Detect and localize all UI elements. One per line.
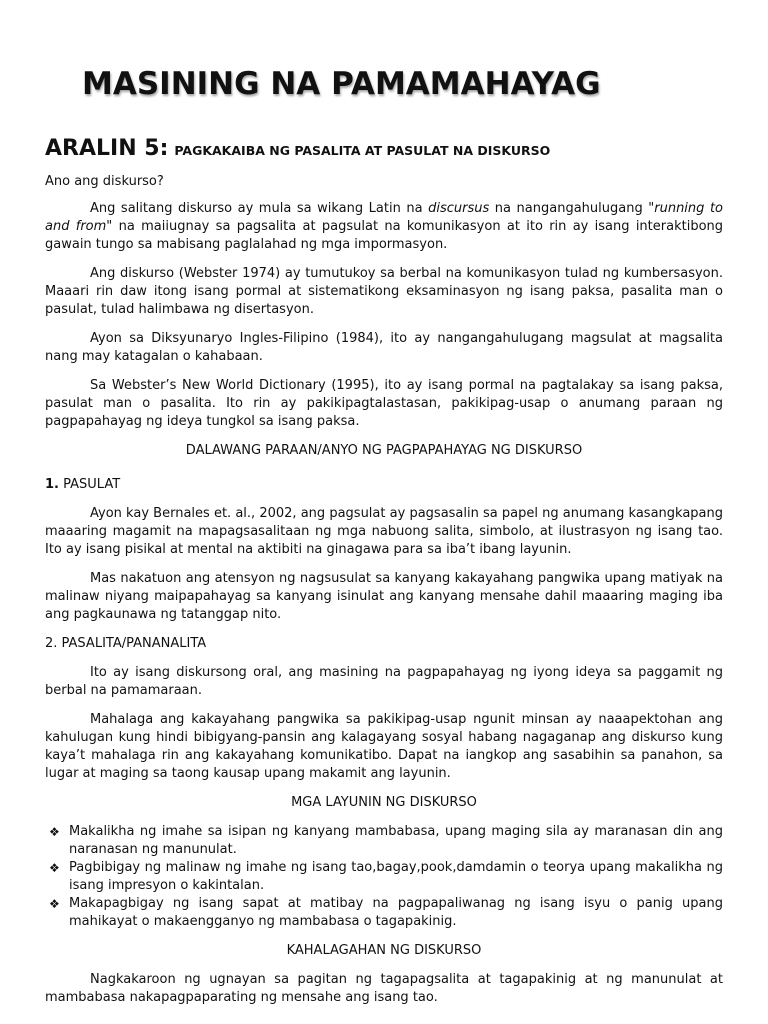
list-item-text: Makalikha ng imahe sa isipan ng kanyang mambabasa, upang maging sila ay maranasan din ang naranasan ng manunulat. [69,824,723,857]
list-item [45,859,723,895]
paragraph-webster-1995: Sa Webster’s New World Dictionary (1995), ito ay isang pormal na pagtalakay sa isang paksa, pasulat man o pasalita. Ito rin ay pakikipagtalastasan, pakikipag-usap o anumang paraan ng pagpapahayag ng ideya tungkol sa isang paksa. [45,378,723,429]
section-heading-paraan: DALAWANG PARAAN/ANYO NG PAGPAPAHAYAG NG DISKURSO [185,443,583,458]
section-heading-layunin: MGA LAYUNIN NG DISKURSO [291,795,477,810]
list-item-text: Pagbibigay ng malinaw ng imahe ng isang tao,bagay,pook,damdamin o teorya upang makalikha ng isang impresyon o kakintalan. [69,860,723,893]
diamond-bullet-icon: ❖ [49,861,60,875]
lesson-heading [45,134,550,167]
item-pasulat-label: PASULAT [58,477,121,492]
item-pasulat-number: 1. [45,477,59,492]
paragraph-oral: Ito ay isang diskursong oral, ang masining na pagpapahayag ng iyong ideya sa paggamit ng berbal na pamamaraan. [45,665,723,698]
item-pasulat-heading [45,476,723,494]
paragraph-bernales: Ayon kay Bernales et. al., 2002, ang pagsulat ay pagsasalin sa papel ng anumang kasangkapang maaaring magamit na mapagsasalitaan ng mga nabuong salita, simbolo, at ilustrasyon ng isang tao. Ito ay isang pisikal at mental na aktibiti na ginagawa para sa iba’t ibang layunin. [45,506,723,557]
lesson-number: ARALIN 5: [45,136,169,161]
list-item-text: Makapagbigay ng isang sapat at matibay na pagpapaliwanag ng isang isyu o panig upang mahikayat o makaengganyo ng mambabasa o tagapakinig. [69,896,723,929]
section-heading-kahalagahan: KAHALAGAHAN NG DISKURSO [286,943,482,958]
document-body [45,173,723,1018]
paragraph-origin-text-e: na maiiugnay sa pagsalita at pagsulat na komunikasyon at ito rin ay isang interaktibong gawain tungo sa mabisang paglalahad ng mga impormasyon. [45,219,724,252]
paragraph-origin-text-c: na nangangahulugang [489,201,649,216]
paragraph-origin-latin-term: discursus [428,201,490,216]
paragraph-origin-text-a: Ang salitang diskurso ay mula sa wikang Latin na [90,201,429,216]
paragraph-ugnayan: Nagkakaroon ng ugnayan sa pagitan ng tagapagsalita at tagapakinig at ng manunulat at mambabasa nakapagpaparating ng mensahe ang isang tao. [45,972,723,1005]
paragraph-origin-english-term: "running to and from" [45,201,724,234]
paragraph-atensyon: Mas nakatuon ang atensyon ng nagsusulat sa kanyang kakayahang pangwika upang matiyak na malinaw niyang maipapahayag sa kanyang isinulat ang kanyang mensahe dahil maaaring maging iba ang pagkaunawa ng tatanggap nito. [45,571,723,622]
question-line: Ano ang diskurso? [45,174,164,189]
paragraph-origin [45,200,723,254]
paragraph-diksyunaryo: Ayon sa Diksyunaryo Ingles-Filipino (1984), ito ay nangangahulugang magsulat at magsalita nang may katagalan o kahabaan. [45,331,723,364]
layunin-list [45,823,723,931]
document-title: MASINING NA PAMAMAHAYAG [82,66,601,102]
paragraph-kakayahan: Mahalaga ang kakayahang pangwika sa pakikipag-usap ngunit minsan ay naaapektohan ang kahulugan kung hindi bibigyang-pansin ang kalagayang sosyal habang nagaganap ang diskurso kung kaya’t mahalaga rin ang kakayahang komunikatibo. Dapat na iangkop ang sasabihin sa panahon, sa lugar at maging sa taong kausap upang makamit ang layunin. [45,712,723,781]
list-item [45,823,723,859]
lesson-title: PAGKAKAIBA NG PASALITA AT PASULAT NA DISKURSO [174,143,551,158]
paragraph-webster-1974: Ang diskurso (Webster 1974) ay tumutukoy sa berbal na komunikasyon tulad ng kumbersasyon. Maaari rin daw itong isang pormal at sistematikong eksaminasyon ng isang paksa, pasalita man o pasulat, tulad halimbawa ng disertasyon. [45,266,723,317]
item-pasalita-heading: 2. PASALITA/PANANALITA [45,636,207,651]
diamond-bullet-icon: ❖ [49,897,60,911]
diamond-bullet-icon: ❖ [49,825,60,839]
list-item [45,895,723,931]
